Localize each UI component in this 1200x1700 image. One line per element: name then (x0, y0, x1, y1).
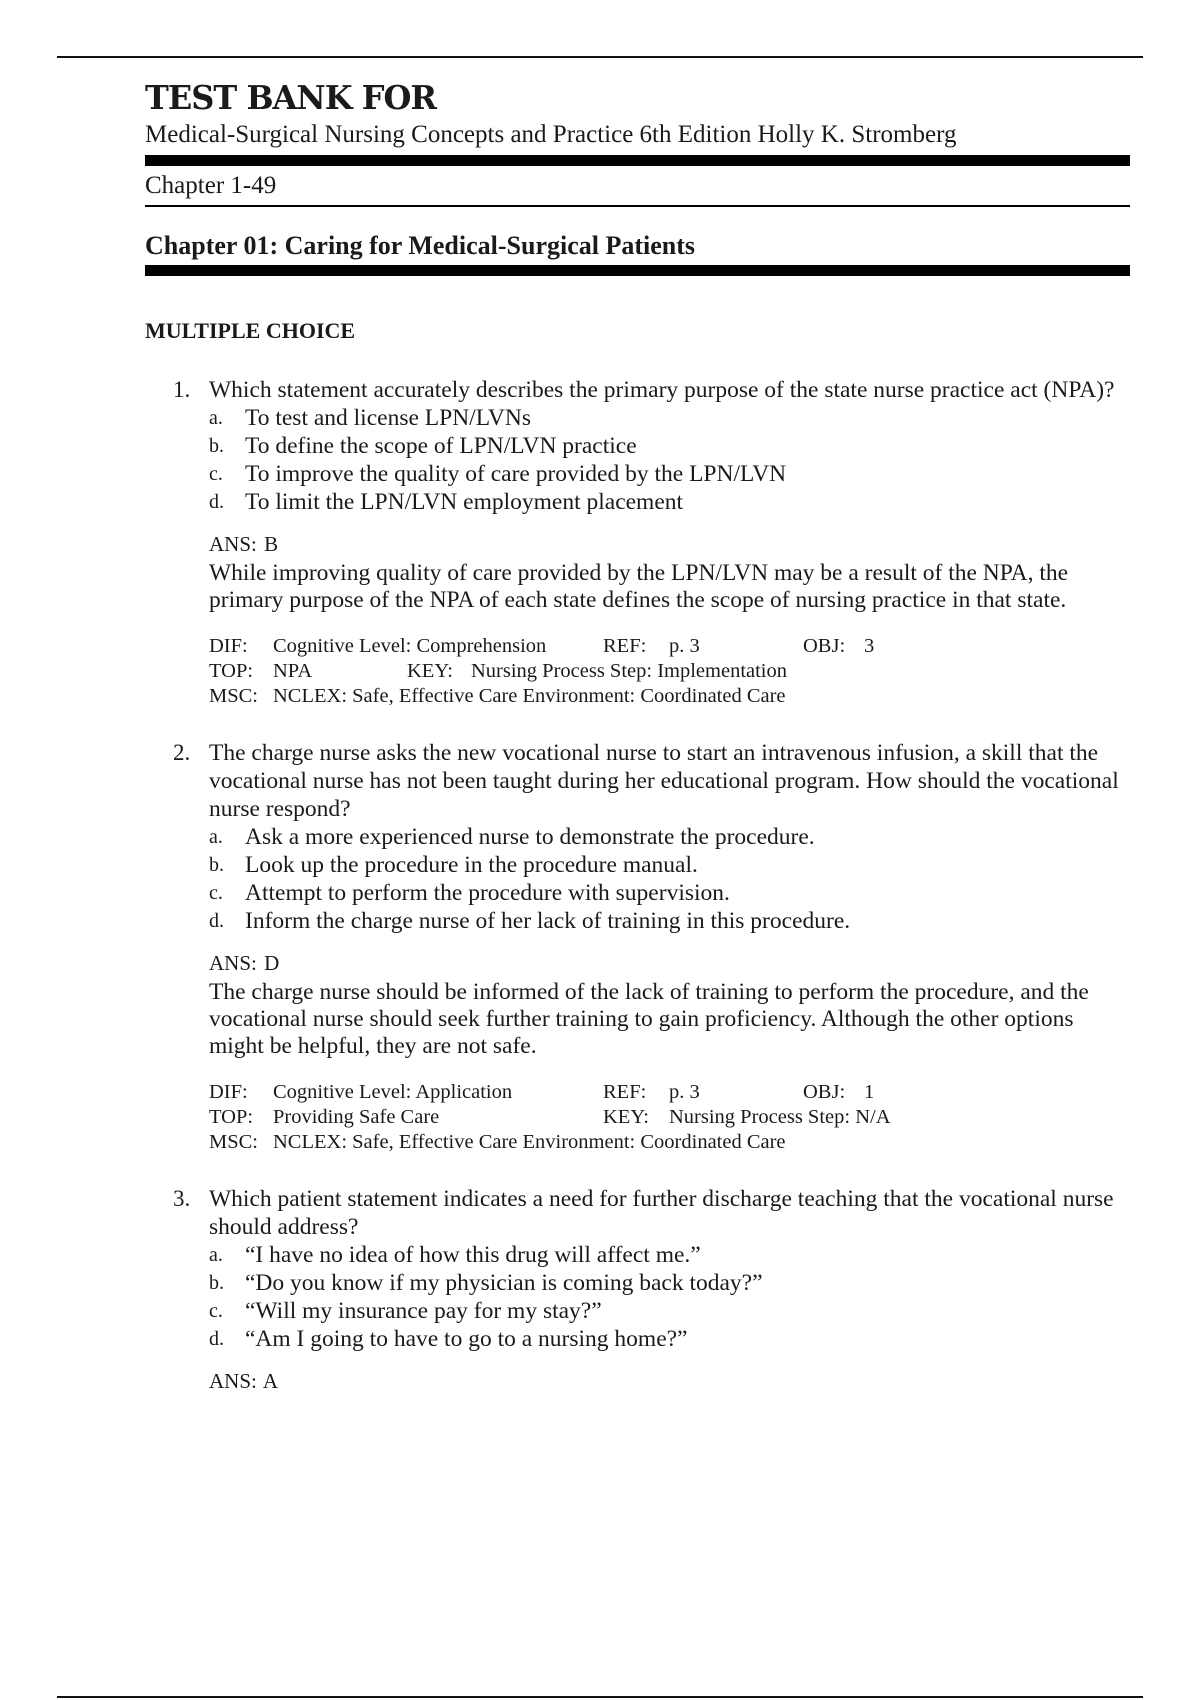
msc-label: MSC: (209, 685, 258, 708)
option-text: Look up the procedure in the procedure manual. (245, 852, 698, 879)
option-text: “Do you know if my physician is coming back today?” (245, 1270, 763, 1297)
answer-options (209, 1241, 1130, 1353)
option-text: Inform the charge nurse of her lack of training in this procedure. (245, 908, 851, 935)
key-value: Nursing Process Step: Implementation (471, 660, 787, 683)
option-text: To define the scope of LPN/LVN practice (245, 433, 637, 460)
ref-label: REF: (603, 1081, 647, 1104)
meta-row-top (209, 1105, 1130, 1130)
dif-value: Cognitive Level: Application (273, 1081, 513, 1104)
option-letter: a. (209, 826, 223, 849)
option-letter: b. (209, 435, 224, 458)
option-text: To limit the LPN/LVN employment placement (245, 489, 684, 516)
question-3 (145, 1185, 1130, 1395)
top-label: TOP: (209, 660, 254, 683)
key-label: KEY: (407, 660, 453, 683)
option-letter: c. (209, 1300, 223, 1323)
option-letter: b. (209, 1272, 224, 1295)
dif-label: DIF: (209, 635, 248, 658)
meta-row-dif (209, 1080, 1130, 1105)
top-value: Providing Safe Care (273, 1106, 440, 1129)
answer-options (209, 823, 1130, 935)
option-d (209, 488, 1130, 516)
answer-key: ANS: A (209, 1369, 279, 1394)
option-text: To test and license LPN/LVNs (245, 405, 531, 432)
chapter-range: Chapter 1-49 (145, 172, 277, 200)
option-a (209, 823, 1130, 851)
key-label: KEY: (603, 1106, 649, 1129)
rationale: The charge nurse should be informed of the lack of training to perform the procedure, and the vocational nurse should seek further training to gain proficiency. Although the other options might be helpful, they are not safe. (209, 979, 1089, 1060)
question-metadata (209, 634, 1130, 709)
question-number: 2. (173, 740, 191, 766)
rationale: While improving quality of care provided by the LPN/LVN may be a result of the NPA, the primary purpose of the NPA of each state defines the scope of nursing practice in that state. (209, 560, 1069, 614)
answer-options (209, 404, 1130, 516)
ref-value: p. 3 (669, 635, 700, 658)
key-value: Nursing Process Step: N/A (669, 1106, 891, 1129)
question-number: 3. (173, 1186, 191, 1212)
option-b (209, 432, 1130, 460)
option-b (209, 1269, 1130, 1297)
option-text: Attempt to perform the procedure with supervision. (245, 880, 730, 907)
dif-label: DIF: (209, 1081, 248, 1104)
obj-label: OBJ: (803, 635, 846, 658)
question-1 (145, 376, 1130, 709)
option-text: To improve the quality of care provided by the LPN/LVN (245, 461, 787, 488)
meta-row-dif (209, 634, 1130, 659)
document-page (145, 80, 1130, 1395)
top-label: TOP: (209, 1106, 254, 1129)
question-text: The charge nurse asks the new vocational nurse to start an intravenous infusion, a skill that the vocational nurse has not been taught during her educational program. How should the vocational nurse respond? (209, 740, 1119, 823)
option-letter: d. (209, 910, 224, 933)
top-page-rule (57, 56, 1143, 58)
dif-value: Cognitive Level: Comprehension (273, 635, 547, 658)
obj-value: 1 (864, 1081, 875, 1104)
ref-value: p. 3 (669, 1081, 700, 1104)
option-text: “I have no idea of how this drug will affect me.” (245, 1242, 701, 1269)
obj-label: OBJ: (803, 1081, 846, 1104)
answer-key: ANS: D (209, 951, 280, 976)
option-letter: a. (209, 407, 223, 430)
option-letter: d. (209, 491, 224, 514)
answer-key: ANS: B (209, 532, 279, 557)
document-title: TEST BANK FOR (145, 78, 437, 117)
option-letter: c. (209, 882, 223, 905)
option-a (209, 404, 1130, 432)
meta-row-top (209, 659, 1130, 684)
option-d (209, 907, 1130, 935)
question-metadata (209, 1080, 1130, 1155)
question-text: Which patient statement indicates a need for further discharge teaching that the vocational nurse should address? (209, 1186, 1114, 1241)
option-d (209, 1325, 1130, 1353)
document-subtitle: Medical-Surgical Nursing Concepts and Practice 6th Edition Holly K. Stromberg (145, 121, 957, 149)
option-text: Ask a more experienced nurse to demonstrate the procedure. (245, 824, 815, 851)
option-c (209, 879, 1130, 907)
bottom-page-rule (57, 1696, 1143, 1698)
chapter-heading: Chapter 01: Caring for Medical-Surgical Patients (145, 231, 696, 261)
header-thin-rule (145, 205, 1130, 207)
option-letter: d. (209, 1328, 224, 1351)
msc-label: MSC: (209, 1131, 258, 1154)
question-2 (145, 739, 1130, 1155)
option-c (209, 1297, 1130, 1325)
header-thick-rule (145, 155, 1130, 166)
chapter-thick-rule (145, 265, 1130, 276)
top-value: NPA (273, 660, 313, 683)
section-heading: MULTIPLE CHOICE (145, 318, 356, 344)
question-number: 1. (173, 377, 191, 403)
option-letter: c. (209, 463, 223, 486)
msc-value: NCLEX: Safe, Effective Care Environment: Coordinated Care (273, 685, 786, 708)
obj-value: 3 (864, 635, 875, 658)
ref-label: REF: (603, 635, 647, 658)
option-letter: a. (209, 1244, 223, 1267)
option-c (209, 460, 1130, 488)
option-text: “Will my insurance pay for my stay?” (245, 1298, 602, 1325)
option-text: “Am I going to have to go to a nursing home?” (245, 1326, 688, 1353)
option-letter: b. (209, 854, 224, 877)
msc-value: NCLEX: Safe, Effective Care Environment: Coordinated Care (273, 1131, 786, 1154)
option-a (209, 1241, 1130, 1269)
meta-row-msc (209, 684, 1130, 709)
question-text: Which statement accurately describes the primary purpose of the state nurse practice act (NPA)? (209, 377, 1115, 404)
option-b (209, 851, 1130, 879)
meta-row-msc (209, 1130, 1130, 1155)
